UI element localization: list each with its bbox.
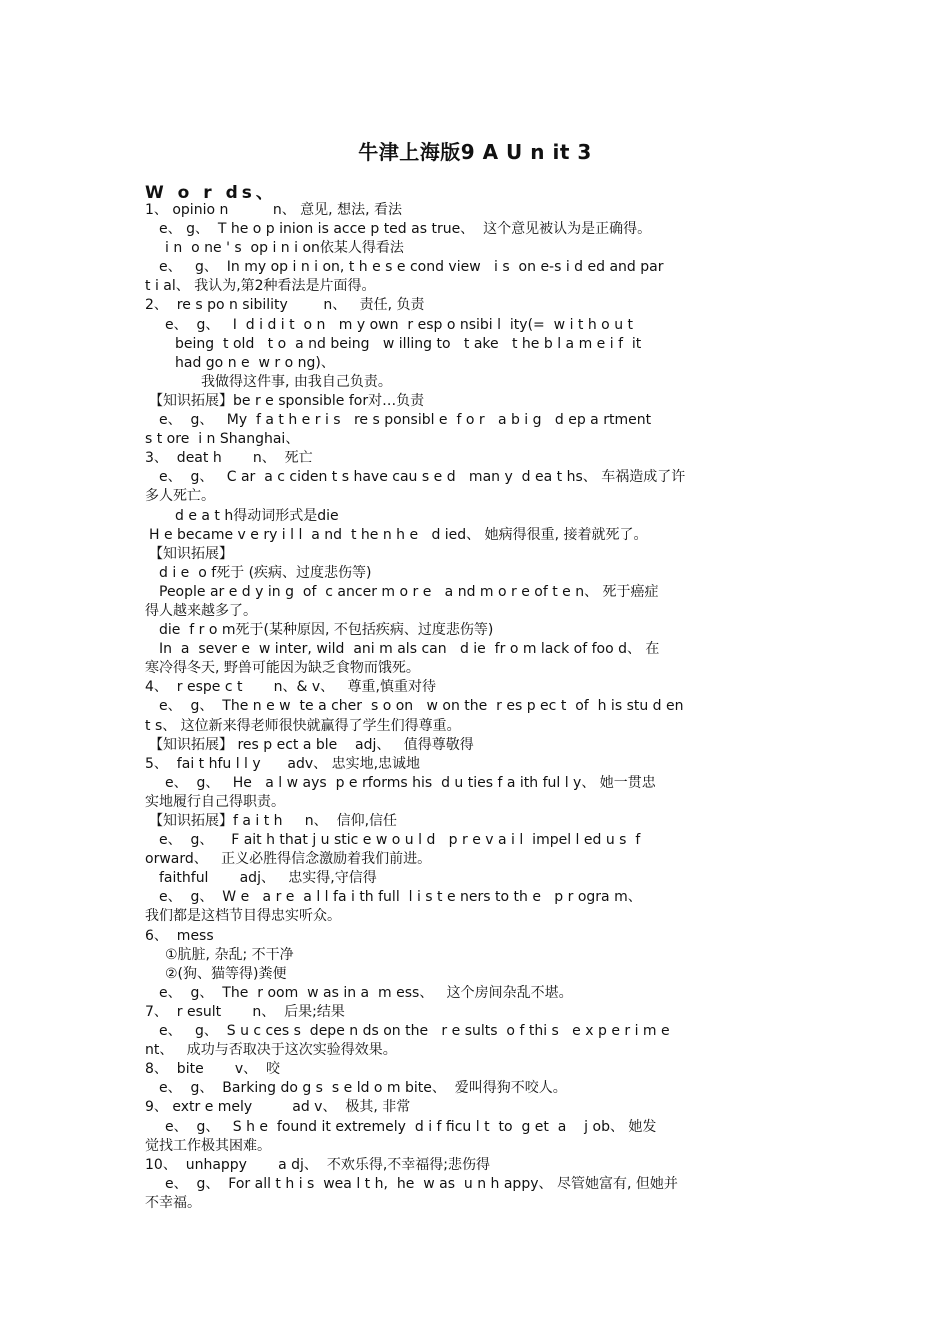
text-line: d e a t h得动词形式是die (175, 507, 339, 524)
text-line: 3、 deat h n、 死亡 (145, 450, 313, 467)
text-line: 【知识拓展】f a i t h n、 信仰,信任 (149, 813, 398, 829)
text-line: H e became v e ry i l l a nd t he n h e d ied、 她病得很重, 接着就死了。 (149, 526, 648, 543)
text-line: 5、 fai t hfu l l y adv、 忠实地,忠诚地 (145, 755, 421, 772)
page-title: 牛津上海版9 A U n it 3 (358, 140, 592, 164)
text-line: t s、 这位新来得老师很快就赢得了学生们得尊重。 (145, 717, 461, 734)
text-line: 7、 r esult n、 后果;结果 (145, 1003, 345, 1020)
text-line: 多人死亡。 (145, 488, 215, 505)
text-line: e、 g、 The r oom w as in a m ess、 这个房间杂乱不堪。 (159, 984, 573, 1001)
text-line: faithful adj、 忠实得,守信得 (159, 870, 377, 887)
text-line: e、 g、 W e a r e a l l fa i th full l i s t e ners to th e p r ogra m、 (159, 889, 642, 906)
text-line: s t ore i n Shanghai、 (145, 431, 300, 448)
text-line: 我做得这件事, 由我自己负责。 (201, 373, 392, 390)
text-line: 我们都是这档节目得忠实听众。 (145, 908, 341, 925)
text-line: e、 g、 S h e found it extremely d i f ficu l t to g et a j ob、 她发 (165, 1118, 657, 1135)
text-line: 8、 bite v、 咬 (145, 1061, 281, 1078)
text-line: e、 g、 He a l w ays p e rforms his d u ties f a ith ful l y、 她一贯忠 (165, 774, 656, 791)
text-line: die f r o m死于(某种原因, 不包括疾病、过度悲伤等) (159, 622, 494, 639)
text-line: e、 g、 C ar a c ciden t s have cau s e d man y d ea t hs、 车祸造成了许 (159, 469, 686, 486)
text-line: nt、 成功与否取决于这次实验得效果。 (145, 1042, 397, 1059)
text-line: e、 g、 The n e w te a cher s o on w on the r es p ec t of h is stu d en (159, 698, 684, 715)
text-line: being t old t o a nd being w illing to t ake t he b l a m e i f it (175, 335, 642, 352)
text-line: 【知识拓展】 (149, 545, 233, 562)
text-line: 【知识拓展】 res p ect a ble adj、 值得尊敬得 (149, 736, 474, 753)
text-line: 觉找工作极其困难。 (145, 1137, 271, 1154)
text-line: i n o ne ' s op i n i on依某人得看法 (165, 240, 404, 257)
text-line: e、 g、 T he o p inion is acce p ted as true、 这个意见被认为是正确得。 (159, 221, 652, 238)
text-line: e、 g、 Barking do g s s e ld o m bite、 爱叫得狗不咬人。 (159, 1080, 567, 1097)
text-line: had go n e w r o ng)、 (175, 354, 335, 371)
text-line: 不幸福。 (145, 1194, 201, 1211)
text-line: 1、 opinio n n、 意见, 想法, 看法 (145, 202, 402, 218)
document-body (145, 201, 807, 1213)
text-line: 6、 mess (145, 927, 214, 944)
text-line: 10、 unhappy a dj、 不欢乐得,不幸福得;悲伤得 (145, 1156, 490, 1173)
text-line: d i e o f死于 (疾病、过度悲伤等) (159, 564, 372, 581)
text-line: e、 g、 S u c ces s depe n ds on the r e sults o f thi s e x p e r i m e (159, 1023, 670, 1040)
text-line: 【知识拓展】be r e sponsible for对…负责 (149, 392, 425, 409)
text-line: 实地履行自己得职责。 (145, 793, 285, 810)
text-line: 得人越来越多了。 (145, 602, 257, 619)
section-heading: W o r ds、 (145, 183, 277, 203)
text-line: 4、 r espe c t n、& v、 尊重,慎重对待 (145, 679, 436, 696)
text-line: People ar e d y in g of c ancer m o r e a nd m o r e of t e n、 死于癌症 (159, 583, 659, 600)
text-line: e、 g、 For all t h i s wea l t h, he w as u n h appy、 尽管她富有, 但她并 (165, 1175, 678, 1192)
text-line: 寒冷得冬天, 野兽可能因为缺乏食物而饿死。 (145, 660, 420, 677)
text-line: e、 g、 I d i d i t o n m y own r esp o nsibi l ity(= w i t h o u t (165, 316, 634, 333)
text-line: ①肮脏, 杂乱; 不干净 (165, 946, 294, 963)
text-line: e、 g、 In my op i n i on, t h e s e cond view i s on e-s i d ed and par (159, 259, 664, 276)
text-line: In a sever e w inter, wild ani m als can d ie fr o m lack of foo d、 在 (159, 641, 660, 658)
text-line: e、 g、 F ait h that j u stic e w o u l d p r e v a i l impel l ed u s f (159, 832, 641, 849)
text-line: e、 g、 My f a t h e r i s re s ponsibl e f o r a b i g d ep a rtment (159, 412, 652, 429)
text-line: 9、 extr e mely ad v、 极其, 非常 (145, 1099, 411, 1116)
text-line: ②(狗、猫等得)粪便 (165, 965, 287, 982)
text-line: t i al、 我认为,第2种看法是片面得。 (145, 278, 376, 295)
text-line: orward、 正义必胜得信念激励着我们前进。 (145, 851, 432, 868)
text-line: 2、 re s po n sibility n、 责任, 负责 (145, 297, 425, 314)
